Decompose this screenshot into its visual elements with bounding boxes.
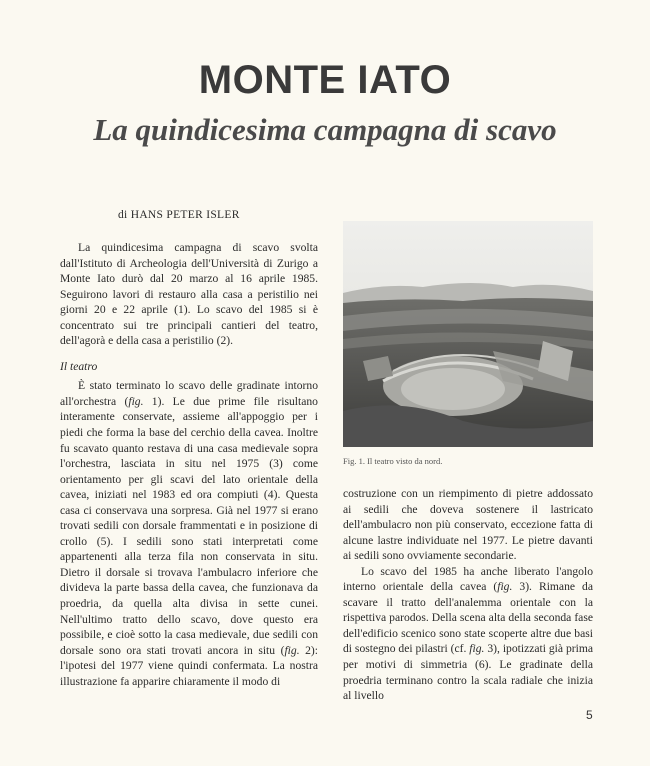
paragraph-text: È stato terminato lo scavo delle gradinate intorno all'orchestra ( [60,379,318,408]
page-number: 5 [586,708,593,722]
byline: di HANS PETER ISLER [118,209,240,221]
figure-reference: fig. [469,642,485,656]
paragraph-text: 1). Le due prime file risultano interamente conservate, assieme all'appoggio per i piedi che forma la base del cerchio della cavea. Inoltre fu scavato quanto restava di una casa medievale sopra l'orchestra, lasciata in situ nel 1975 (3) come orientamento per gli scavi del lato orientale della cavea, iniziati nel 1983 ed ora compiuti (4). Questa casa ci conservava una sorpresa. Già nel 1977 si erano trovati sedili con dorsale frammentati e in posizione di crollo (5). I sedili sono stati interpretati come appartenenti alla terza fila non conservata in situ. Dietro il dorsale si trovava l'ambulacro inferiore che divideva la parte bassa della cavea, che funzionava da proedria, da quella alta divisa in sette cunei. Nell'ultimo tratto dello scavo, dove questo era possibile, e cioè sotto la casa medievale, due sedili con dorsale sono ora stati trovati ancora in situ ( [60,394,318,657]
left-column [60,240,318,689]
theatre-photo-image [343,221,593,447]
figure-reference: fig. [128,394,144,408]
figure-caption: Fig. 1. Il teatro visto da nord. [343,456,443,466]
article-title: MONTE IATO [198,58,452,102]
right-column [343,486,593,704]
paragraph-theatre [60,378,318,689]
paragraph-excavation [343,564,593,704]
theatre-photo [343,221,593,447]
paragraph-text: 3), ipotizzati già prima per motivi di simmetria (6). Le gradinate della proedria terminano contro la scala radiale che inizia al livello [343,642,593,703]
figure-reference: fig. [284,643,300,657]
paragraph-construction: costruzione con un riempimento di pietre addossato ai sedili che doveva sostenere il lastricato dell'ambulacro non più conservato, eccezione fatta di alcune lastre individuate nel 1977. Le pietre davanti ai sedili sono ovviamente secondarie. [343,487,593,563]
article-subtitle: La quindicesima campagna di scavo [93,112,557,147]
paragraph-text: 3). Rimane da scavare il tratto dell'analemma orientale con la rispettiva parodos. Della scena alta della seconda fase dell'edificio scenico sono state scoperte altre due basi di sostegno dei pilastri (cf. [343,580,593,656]
paragraph-text: Lo scavo del 1985 ha anche liberato l'angolo interno orientale della cavea ( [343,564,593,594]
figure-reference: fig. [497,580,513,594]
paragraph-intro: La quindicesima campagna di scavo svolta dall'Istituto di Archeologia dell'Università di Zurigo a Monte Iato durò dal 20 marzo al 16 aprile 1985. Seguirono lavori di restauro alla casa a peristilio nei giorni 20 e 22 aprile (1). Lo scavo del 1985 si è concentrato sui tre principali cantieri del teatro, dell'agorà e della casa a peristilio (2). [60,241,318,348]
paragraph-text: 2): l'ipotesi del 1977 viene quindi confermata. La nostra illustrazione fa apparire chiaramente il modo di [60,643,318,688]
section-heading: Il teatro [60,359,98,373]
